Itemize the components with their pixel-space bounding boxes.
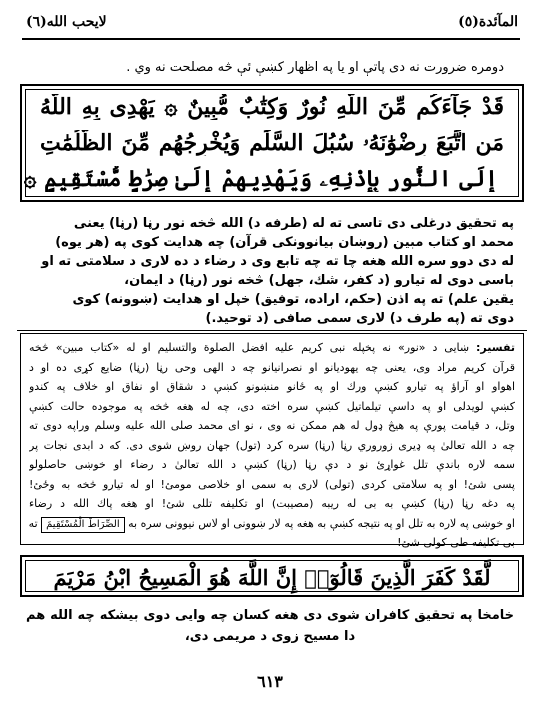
verse-2-text: لَّقَدْ كَفَرَ الَّذِينَ قَالُوٓا۟ إِنَّ اللَّهَ هُوَ الْمَسِيحُ ابْنُ مَرْيَمَ	[53, 565, 491, 590]
tafsir-line: قرآن كريم مراد وى، يعنى چه يهوديانو او نصرانيانو چه د الهى وحى رڼا (رڼا) ضايع كړى ده او د	[29, 360, 515, 374]
tafsir-line: چه د الله تعالىٰ په ډيرى زوروري رڼا (رڼا) سره كرد (تول) جهان روښ شوى دى. كه د ابدى نجات پر	[29, 438, 515, 452]
tafsir-line: اهواو او آراؤ په تيارو كښې ورك او په ځانو منښونو كښې د شقاق او نفاق او خلاف په كندو	[29, 380, 515, 393]
tafsir-line: او خوښى په لاره به تلل او په نتيجه كښې به هغه په لار ښوونى او لاس نيوونى سره به الصِّرَاطَ الْمُسْتَقِيمَ ته	[29, 514, 515, 534]
verse-line-3: إِلَى النُّورِ بِإِذْنِهِۦ وَيَهْدِيهِمْ إِلَىٰ صِرَٰطٍ مُّسْتَقِيمٍ ۞	[23, 166, 498, 192]
tafsir-line: بى تكليفه طى كولى شئ!	[397, 536, 515, 549]
translation-line: خامخا په تحقيق كافران شوى دى هغه كسان چه وايى دوى بيشكه چه الله هم	[26, 608, 514, 623]
tafsir-line: تفسير: ښايى د «نور» نه پخپله نبى كريم عليه افضل الصلوة والتسليم او له «كتاب مبين» څخه	[29, 341, 515, 354]
header-divider	[22, 38, 520, 40]
verse-box-2	[20, 555, 524, 597]
translation-line: باسى دوى له تيارو (د كفر، شك، جهل) څخه نور (رڼا) د ايمان،	[124, 273, 514, 288]
translation-line: محمد او كتاب مبين (روښان بيانوونكى قرآن) چه هدايت كوى په (هر يوه)	[55, 235, 514, 250]
tafsir-line: وتل، د قيامت پورې په هيڅ ډول له هم ممكن نه وى ، نو اى محمد صلى الله عليه وسلم وراپه دوى ته	[29, 419, 515, 432]
tafsir-line: پسى شئ! او په سلامتى كردى (تولى) لارى به سمى او خلاصى مومئ! او له تيارو څخه به وځئ!	[29, 477, 515, 491]
translation-line: يقين علم) ته په اذن (حكم، اراده، توفيق) خپل او هدايت (ښوونه) كوى	[72, 292, 514, 307]
verse-line-1: قَدْ جَآءَكُم مِّنَ اللَّهِ نُورٌ وَكِتَٰبٌ مُّبِينٌ ۞ يَهْدِى بِهِ اللَّهُ	[40, 94, 504, 120]
tafsir-line: سمه لاره باندې تلل غواړئ نو د دې رڼا (رڼا) كښې د الله تعالىٰ د رضاء او خوښى حاصلولو	[29, 458, 515, 471]
juz-title: لایحب الله(٦)	[26, 14, 107, 30]
page-header	[26, 14, 518, 36]
verse-box	[20, 84, 524, 202]
sirat-term-box: الصِّرَاطَ الْمُسْتَقِيمَ	[41, 517, 125, 533]
intro-line: دومره ضرورت نه دی پاتې او يا په اظهار کښې ئې څه مصلحت نه وي .	[126, 60, 504, 75]
tafsir-line: كښې لويدلى او په داسې تيلماتيل كښې سره اخته دى، چه له هغه څخه په موجوده حالت كښې	[29, 399, 515, 413]
page-number: ٦١٣	[257, 672, 283, 691]
translation-line: دا مسيح زوى د مريمى دى،	[184, 629, 356, 644]
translation-block-2	[26, 605, 514, 647]
tafsir-text	[29, 338, 515, 553]
tafsir-line: په دغه رڼا (رڼا) كښې به بى له ريبه (مصيبت) او تكليفه تللى شئ! او هغه پاك الله د رضاء	[29, 497, 515, 510]
verse-line-2: مَنِ اتَّبَعَ رِضْوَٰنَهُۥ سُبُلَ السَّلَٰمِ وَيُخْرِجُهُم مِّنَ الظُّلُمَٰتِ	[40, 130, 504, 156]
translation-line: له دى دوو سره الله هغه چا ته چه تابع وى د رضاء د ده لارى د سلامتى ته او	[41, 254, 514, 269]
tafsir-box	[20, 333, 524, 549]
translation-line: دوى ته (په طرف د) لارى سمى صافى (د توحيد.)	[205, 311, 514, 326]
translation-line: په تحقيق درغلى دى تاسى ته له (طرفه د) الله څخه نور رڼا (رڼا) يعنى	[73, 216, 514, 231]
surah-title: المآئدة(٥)	[458, 14, 518, 30]
translation-block	[26, 214, 514, 328]
tafsir-label: تفسير:	[476, 341, 515, 354]
